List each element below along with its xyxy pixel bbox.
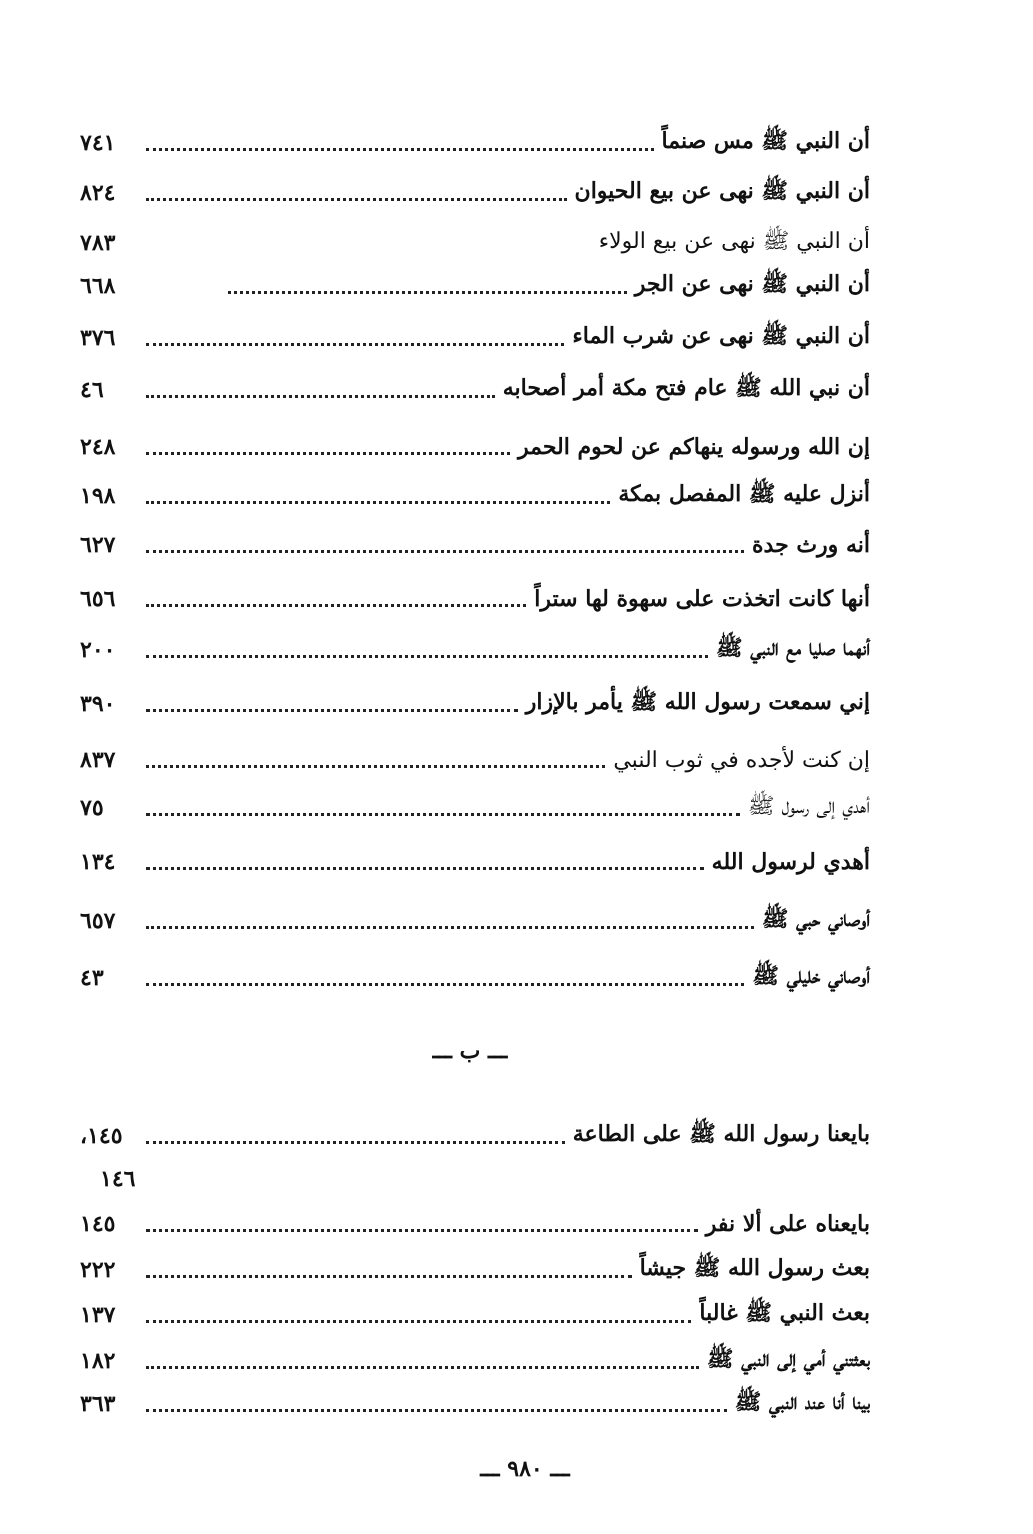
entry-page-ref: ٦٢٧ [80,532,116,558]
entry-title: أنه ورث جدة [752,532,870,558]
entry-title: إن الله ورسوله ينهاكم عن لحوم الحمر [517,434,870,460]
dot-leader [146,926,754,929]
entry-page-ref: ٦٦٨ [80,273,116,299]
entry-page-ref: ٧٨٣ [80,230,116,256]
entry-page-ref: ١٨٢ [80,1348,116,1374]
entry-title: أن النبي ﷺ نهى عن بيع الحيوان [574,178,870,204]
entry-page-ref: ١٩٨ [80,483,116,509]
entry-title: بينا أنا عند النبي ﷺ [734,1389,870,1415]
entry-title: بايعنا رسول الله ﷺ على الطاعة [572,1121,870,1147]
entry-title: بعث رسول الله ﷺ جيشاً [639,1255,870,1281]
entry-title: أن النبي ﷺ مس صنماً [661,128,870,154]
dot-leader [146,1275,632,1278]
entry-page-ref: ٤٦ [80,377,104,403]
entry-page-ref: ٦٥٧ [80,908,116,934]
entry-page-ref: ٧٤١ [80,130,116,156]
index-entry [80,1116,870,1156]
entry-title: أهدي إلى رسول ﷺ [747,794,870,819]
entry-page-ref: ٤٣ [80,965,104,991]
entry-page-ref: ٧٥ [80,795,104,821]
dot-leader [146,1409,727,1412]
dot-leader [228,291,627,294]
entry-page-ref: ١٣٧ [80,1302,116,1328]
entry-page-ref: ٣٧٦ [80,325,116,351]
entry-title: أنزل عليه ﷺ المفصل بمكة [618,481,870,507]
entry-title: بايعناه على ألا نفر [705,1211,870,1237]
dot-leader [146,1229,698,1232]
index-entry [80,958,870,998]
index-entry [80,266,870,306]
dot-leader [146,501,610,504]
entry-page-ref: ٨٢٤ [80,180,116,206]
entry-page-continuation: ١٤٦ [100,1166,136,1192]
index-entry [80,318,870,358]
entry-page-ref: ٢٢٢ [80,1257,116,1283]
index-entry [80,427,870,467]
dot-leader [146,452,510,455]
entry-title: أن النبي ﷺ نهى عن بيع الولاء [598,229,870,254]
entry-page-ref: ٢٠٠ [80,637,116,663]
index-entry [80,579,870,619]
entry-title: أن النبي ﷺ نهى عن شرب الماء [572,323,870,349]
entry-title: أنهما صليا مع النبي ﷺ [716,635,870,661]
index-entry [80,740,870,780]
index-entry [80,370,870,410]
entry-title: أن النبي ﷺ نهى عن الجر [634,271,870,297]
entry-title: بعثتني أمي إلى النبي ﷺ [706,1346,870,1372]
index-entry [80,842,870,882]
dot-leader [146,148,654,151]
entry-page-ref: ٢٤٨ [80,434,116,460]
dot-leader [146,198,567,201]
index-entry [80,173,870,213]
index-entry [80,1295,870,1335]
entry-title: أوصاني خليلي ﷺ [752,963,870,989]
index-entry [80,223,870,263]
dot-leader [146,395,495,398]
entry-title: أن نبي الله ﷺ عام فتح مكة أمر أصحابه [502,375,870,401]
dot-leader [146,248,591,251]
entry-page-ref: ٨٣٧ [80,747,116,773]
index-entry [80,788,870,828]
entry-title: أنها كانت اتخذت على سهوة لها ستراً [534,586,870,612]
index-entry [80,684,870,724]
entry-page-ref: ١٣٤ [80,849,116,875]
dot-leader [146,1320,691,1323]
dot-leader [146,983,744,986]
dot-leader [146,604,526,607]
entry-title: إن كنت لأجده في ثوب النبي [613,747,870,773]
page-number: ـــ ٩٨٠ ـــ [480,1456,570,1482]
dot-leader [146,867,704,870]
index-entry [80,1341,870,1381]
index-entry [80,1250,870,1290]
dot-leader [146,1141,565,1144]
entry-title: إني سمعت رسول الله ﷺ يأمر بالإزار [525,689,870,715]
entry-page-ref: ٦٥٦ [80,586,116,612]
index-entry [80,476,870,516]
dot-leader [146,709,518,712]
dot-leader [146,765,605,768]
index-entry [80,525,870,565]
index-entry [80,901,870,941]
entry-page-ref: ١٤٥ [80,1211,116,1237]
dot-leader [146,550,744,553]
entry-page-ref: ٣٦٣ [80,1391,116,1417]
index-entry [80,1384,870,1424]
dot-leader [146,655,708,658]
section-heading-ba: ـــ ب ـــ [432,1038,508,1064]
entry-title: بعث النبي ﷺ غالباً [699,1300,870,1326]
index-entry [80,630,870,670]
dot-leader [146,343,564,346]
dot-leader [146,813,740,816]
entry-page-ref: ١٤٥، [80,1123,123,1149]
entry-page-ref: ٣٩٠ [80,691,116,717]
entry-title: أوصاني حبي ﷺ [761,906,870,932]
entry-title: أهدي لرسول الله [711,849,870,875]
index-entry [80,123,870,163]
index-entry [80,1204,870,1244]
dot-leader [146,1366,699,1369]
